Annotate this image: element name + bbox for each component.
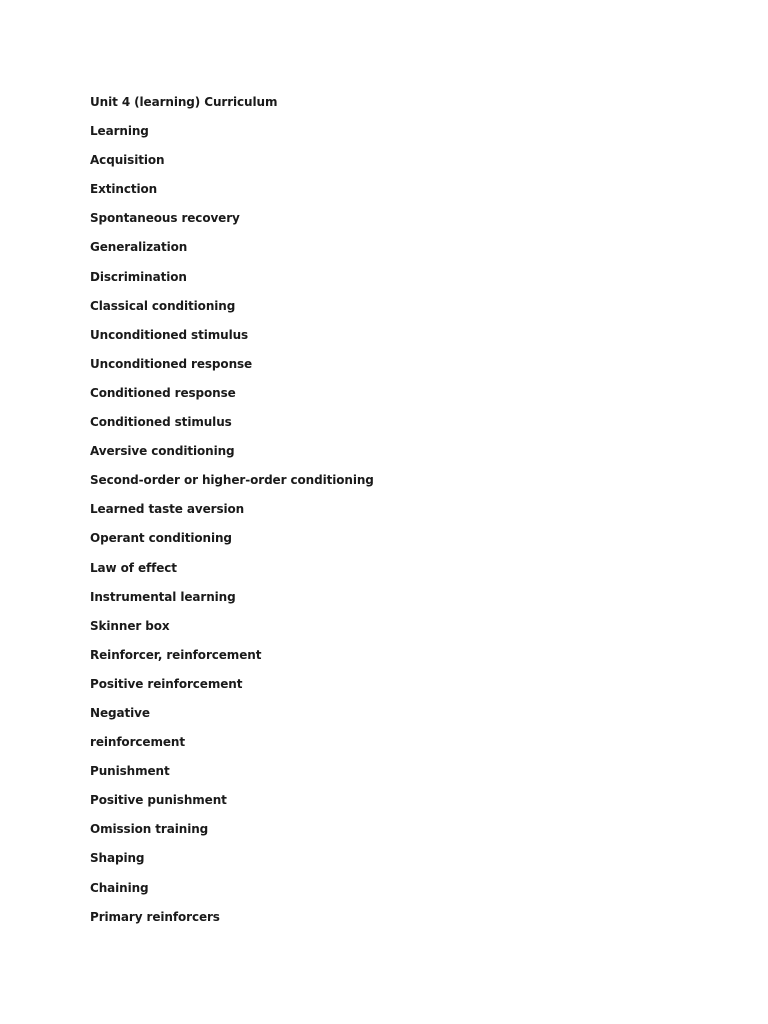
list-item: Shaping [90, 851, 145, 866]
term-list [90, 93, 374, 937]
list-item: Acquisition [90, 153, 165, 168]
list-item: Chaining [90, 880, 149, 895]
list-item: Discrimination [90, 269, 187, 284]
list-item: Conditioned stimulus [90, 415, 232, 430]
list-item: Positive punishment [90, 793, 227, 808]
list-item: Unconditioned stimulus [90, 327, 249, 342]
list-item: Learned taste aversion [90, 502, 245, 517]
list-item: Generalization [90, 240, 188, 255]
list-item: reinforcement [90, 735, 185, 750]
list-item: Primary reinforcers [90, 909, 220, 924]
list-item: Skinner box [90, 618, 170, 633]
list-item: Learning [90, 124, 149, 139]
list-item: Conditioned response [90, 385, 236, 400]
list-item: Classical conditioning [90, 298, 236, 313]
list-item: Unconditioned response [90, 356, 253, 371]
list-item: Extinction [90, 182, 158, 197]
list-item: Negative [90, 705, 150, 720]
list-item: Reinforcer, reinforcement [90, 647, 262, 662]
page-title: Unit 4 (learning) Curriculum [90, 95, 278, 109]
list-item: Aversive conditioning [90, 444, 235, 459]
list-item: Instrumental learning [90, 589, 236, 604]
list-item: Positive reinforcement [90, 676, 243, 691]
list-item: Second-order or higher-order conditioning [90, 473, 374, 488]
list-item: Operant conditioning [90, 531, 232, 546]
list-item: Omission training [90, 822, 209, 837]
list-item: Punishment [90, 764, 170, 779]
list-item: Spontaneous recovery [90, 211, 240, 226]
list-item: Law of effect [90, 560, 177, 575]
